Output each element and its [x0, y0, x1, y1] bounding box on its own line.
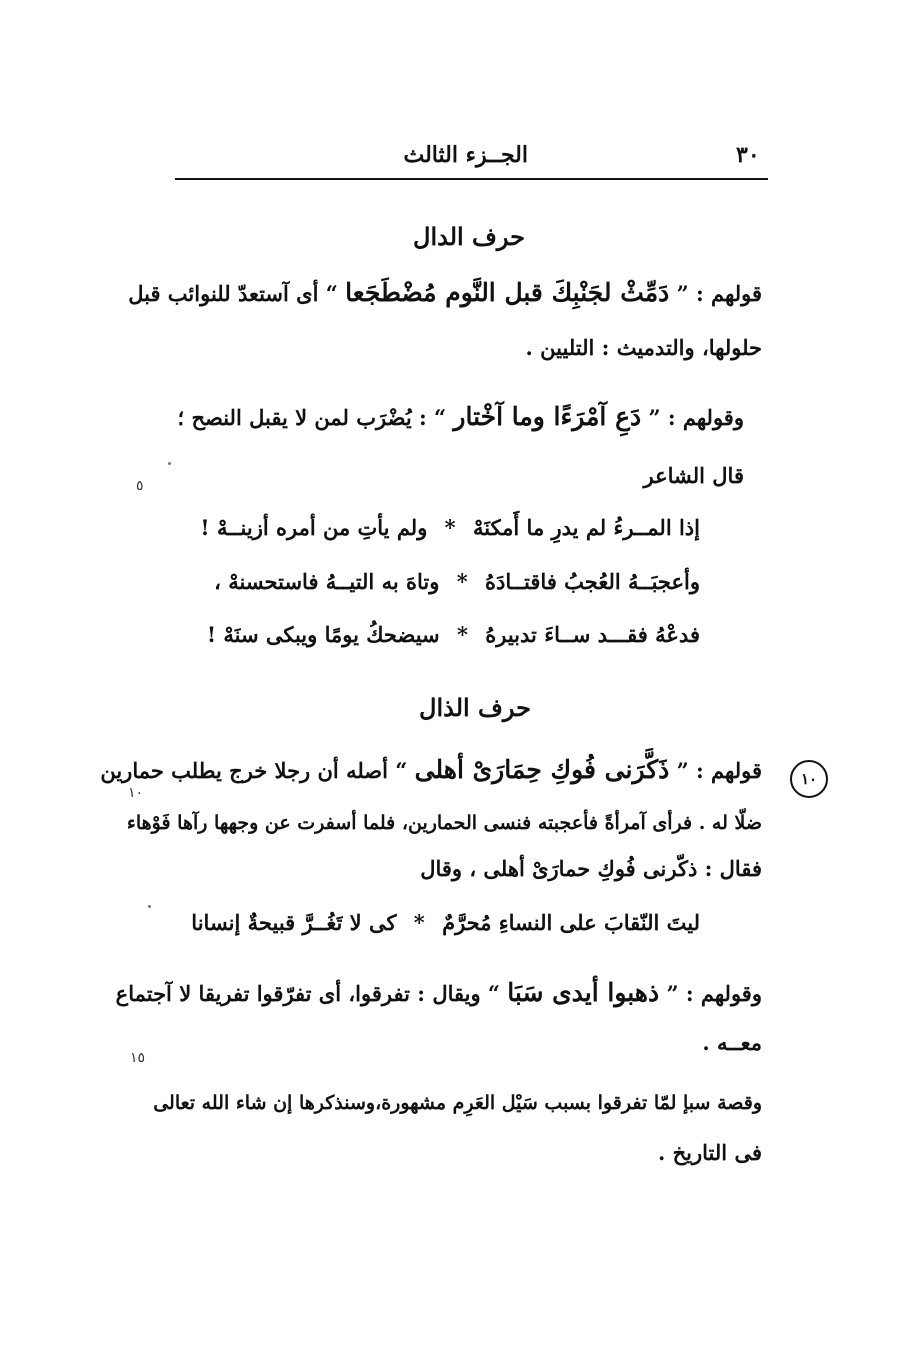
verse-hemistich-second: وتاهَ به التيــهُ فاستحسنهْ ،	[214, 569, 440, 594]
paragraph-suffix: “ أصله أن رجلا خرج يطلب حمارين	[100, 758, 415, 783]
proverb-quote: ذَكَّرَنى فُوكِ حِمَارَىْ أهلى	[414, 755, 670, 784]
paragraph-dal-2	[177, 402, 744, 431]
proverb-quote: دَمِّثْ لجَنْبِكَ قبل النَّوم مُضْطَجَعا	[345, 278, 670, 307]
scan-speck	[168, 462, 171, 465]
page-number: ٣٠	[736, 142, 760, 168]
paragraph-suffix: “ : يُضْرَب لمن لا يقبل النصح ؛	[177, 405, 454, 430]
verse-line	[214, 569, 700, 594]
verse-hemistich-first: فدعْهُ فقـــد ســاءَ تدبيرهُ	[485, 622, 700, 647]
verse-separator: *	[413, 910, 425, 935]
paragraph-dhal-1-line-2: ضلّا له . فرأى آمرأةً فأعجبته فنسى الحمارين، فلما أسفرت عن وجهها رآها فَوْهاء	[126, 812, 762, 834]
verse-line	[200, 515, 700, 540]
paragraph-prefix: وقولهم : ”	[659, 981, 762, 1006]
poet-label: قال الشاعر	[643, 463, 744, 488]
paragraph-prefix: قولهم : ”	[669, 758, 762, 783]
proverb-quote: ذهبوا أيدى سَبَا	[507, 978, 660, 1007]
header-rule	[175, 178, 768, 180]
verse-line	[207, 622, 700, 647]
section-title-dal: حرف الدال	[413, 222, 525, 251]
paragraph-dal-1-line-1	[128, 278, 762, 307]
paragraph-dhal-1-line-3: فقال : ذكّرنى فُوكِ حمارَىْ أهلى ، وقال	[420, 856, 762, 881]
margin-number: ١٥	[130, 1050, 146, 1066]
medal-number: ١٠	[800, 770, 818, 788]
verse-hemistich-first: وأعجبَــهُ العُجبُ فاقتــادَهُ	[485, 569, 700, 594]
verse-separator: *	[456, 622, 468, 647]
paragraph-prefix: قولهم : ”	[669, 281, 762, 306]
paragraph-dhal-2-line-2: معــه .	[702, 1030, 762, 1055]
margin-number: ٥	[136, 478, 144, 494]
medal-number-icon	[790, 760, 828, 798]
paragraph-dhal-3-line-1: وقصة سبإ لمّا تفرقوا بسبب سَيْل العَرِم مشهورة،وسنذكرها إن شاء الله تعالى	[153, 1092, 762, 1114]
paragraph-dal-1-line-2: حلولها، والتدميث : التليين .	[525, 335, 762, 360]
scan-speck	[148, 905, 151, 908]
paragraph-dhal-2-line-1	[116, 978, 762, 1007]
paragraph-prefix: وقولهم : ”	[641, 405, 744, 430]
verse-hemistich-first: إذا المــرءُ لم يدرِ ما أَمكنَهْ	[472, 515, 700, 540]
verse-hemistich-second: ولم يأتِ من أمره أزينــهْ !	[200, 515, 428, 540]
part-title: الجــزء الثالث	[403, 142, 528, 168]
margin-number: ١٠	[128, 785, 144, 801]
verse-hemistich-first: ليتَ النّقابَ على النساءِ مُحرَّمٌ	[442, 910, 700, 935]
section-title-dhal: حرف الذال	[419, 693, 531, 722]
proverb-quote: دَعِ آمْرَءًا وما آخْتار	[453, 402, 642, 431]
paragraph-dhal-1-line-1	[100, 755, 762, 784]
paragraph-dhal-3-line-2: فى التاريخ .	[658, 1140, 762, 1165]
paragraph-suffix: “ أى آستعدّ للنوائب قبل	[128, 281, 346, 306]
verse-line	[191, 910, 700, 935]
verse-hemistich-second: كى لا تَغُــرَّ قبيحةٌ إنسانا	[191, 910, 397, 935]
verse-hemistich-second: سيضحكُ يومًا ويبكى سنَهْ !	[206, 622, 440, 647]
verse-separator: *	[444, 515, 456, 540]
verse-separator: *	[456, 569, 468, 594]
paragraph-suffix: “ ويقال : تفرقوا، أى تفرّقوا تفريقا لا آجتماع	[115, 981, 508, 1006]
